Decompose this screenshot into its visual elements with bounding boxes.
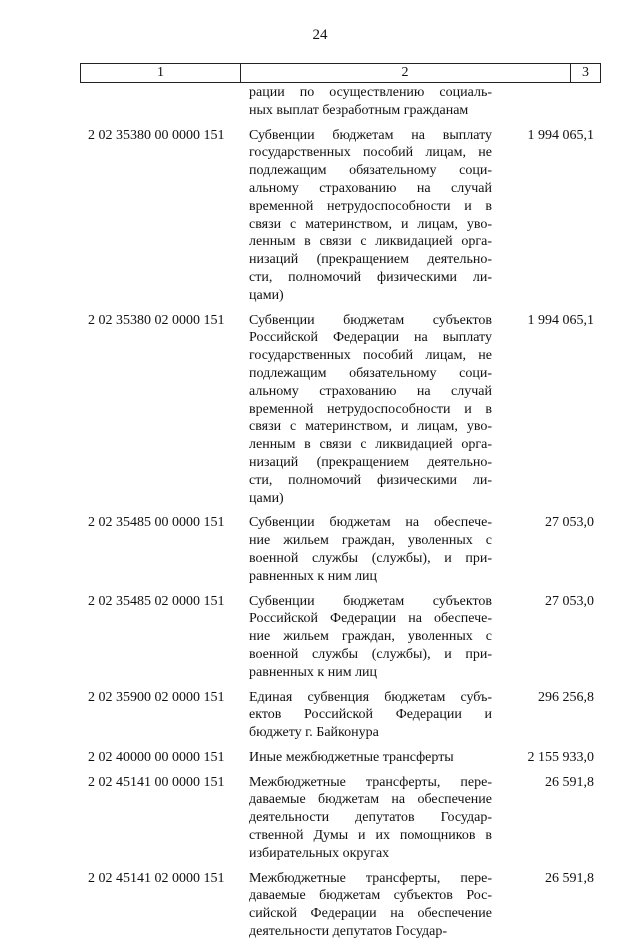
description-line: подлежащим обязательному соци- — [249, 365, 492, 381]
description-line: ственной Думы и их помощников в — [249, 828, 492, 844]
header-col-1: 1 — [81, 64, 241, 82]
description-line: временной нетрудоспособности и в — [249, 401, 492, 417]
row-amount: 1 994 065,1 — [527, 312, 594, 328]
row-amount: 1 994 065,1 — [527, 127, 594, 143]
table-row — [0, 774, 640, 863]
row-code: 2 02 35380 02 0000 151 — [88, 312, 225, 328]
row-description — [249, 749, 492, 767]
description-line: Субвенции бюджетам на обеспече- — [249, 515, 492, 531]
row-amount: 296 256,8 — [538, 689, 594, 705]
row-description — [249, 312, 492, 508]
table-row — [0, 749, 640, 767]
continuation-row — [0, 84, 640, 120]
table-row — [0, 312, 640, 508]
description-line: военной службы (службы), и при- — [249, 550, 492, 566]
row-code: 2 02 35900 02 0000 151 — [88, 689, 225, 705]
description-line: рации по осуществлению социаль- — [249, 85, 492, 100]
row-amount: 27 053,0 — [545, 593, 594, 609]
description-line: альному страхованию на случай — [249, 383, 492, 399]
row-description — [249, 127, 492, 305]
table-body — [0, 84, 640, 948]
row-amount: 27 053,0 — [545, 515, 594, 531]
row-description — [249, 689, 492, 742]
row-description — [249, 870, 492, 941]
description-line: временной нетрудоспособности и в — [249, 198, 492, 214]
description-line: связи с материнством, и лицам, уво- — [249, 419, 492, 435]
description-line: сти, полномочий физическими ли- — [249, 472, 492, 488]
description-line: ние жильем граждан, уволенных с — [249, 533, 492, 549]
description-line: сти, полномочий физическими ли- — [249, 269, 492, 285]
description-line: низаций (прекращением деятельно- — [249, 252, 492, 268]
description-line: подлежащим обязательному соци- — [249, 163, 492, 179]
description-line: ленным в связи с ликвидацией орга- — [249, 234, 492, 250]
row-code: 2 02 40000 00 0000 151 — [88, 749, 225, 765]
table-row — [0, 689, 640, 742]
header-col-2: 2 — [240, 64, 571, 82]
header-col-3: 3 — [582, 65, 589, 80]
table-row — [0, 593, 640, 682]
description-line: Субвенции бюджетам субъектов — [249, 593, 492, 609]
description-line: ние жильем граждан, уволенных с — [249, 629, 492, 645]
row-code: 2 02 45141 00 0000 151 — [88, 774, 225, 790]
description-line: государственных пособий лицам, не — [249, 145, 492, 161]
description-line: Иные межбюджетные трансферты — [249, 749, 454, 765]
row-code: 2 02 35485 00 0000 151 — [88, 515, 225, 531]
description-line: военной службы (службы), и при- — [249, 646, 492, 662]
description-line: деятельности депутатов Государ- — [249, 924, 448, 940]
row-amount: 26 591,8 — [545, 870, 594, 886]
table-row — [0, 514, 640, 585]
row-amount: 26 591,8 — [545, 774, 594, 790]
description-line: избирательных округах — [249, 845, 390, 861]
description-line: Субвенции бюджетам на выплату — [249, 127, 492, 143]
page-number: 24 — [312, 27, 328, 43]
description-line: цами) — [249, 490, 284, 506]
description-line: деятельности депутатов Государ- — [249, 810, 492, 826]
row-code: 2 02 45141 02 0000 151 — [88, 870, 225, 886]
description-line: бюджету г. Байконура — [249, 725, 379, 741]
description-line: даваемые бюджетам на обеспечение — [249, 792, 492, 808]
description-line: цами) — [249, 287, 284, 303]
row-description — [249, 514, 492, 585]
row-description — [249, 84, 492, 120]
row-code: 2 02 35380 00 0000 151 — [88, 127, 225, 143]
table-header — [80, 63, 601, 83]
description-line: даваемые бюджетам субъектов Рос- — [249, 888, 492, 904]
row-amount: 2 155 933,0 — [527, 749, 594, 765]
row-description — [249, 593, 492, 682]
table-row — [0, 870, 640, 941]
description-line: равненных к ним лиц — [249, 664, 378, 680]
description-line: низаций (прекращением деятельно- — [249, 454, 492, 470]
description-line: ектов Российской Федерации и — [249, 707, 492, 723]
description-line: связи с материнством, и лицам, уво- — [249, 216, 492, 232]
description-line: альному страхованию на случай — [249, 180, 492, 196]
description-line: сийской Федерации на обеспечение — [249, 906, 492, 922]
description-line: Российской Федерации на обеспече- — [249, 611, 492, 627]
table-row — [0, 127, 640, 305]
row-code: 2 02 35485 02 0000 151 — [88, 593, 225, 609]
description-line: Субвенции бюджетам субъектов — [249, 312, 492, 328]
description-line: Российской Федерации на выплату — [249, 330, 492, 346]
description-line: государственных пособий лицам, не — [249, 348, 492, 364]
description-line: ных выплат безработным гражданам — [249, 102, 469, 118]
description-line: ленным в связи с ликвидацией орга- — [249, 437, 492, 453]
description-line: Единая субвенция бюджетам субъ- — [249, 689, 492, 705]
description-line: равненных к ним лиц — [249, 568, 378, 584]
description-line: Межбюджетные трансферты, пере- — [249, 774, 492, 790]
row-description — [249, 774, 492, 863]
description-line: Межбюджетные трансферты, пере- — [249, 870, 492, 886]
